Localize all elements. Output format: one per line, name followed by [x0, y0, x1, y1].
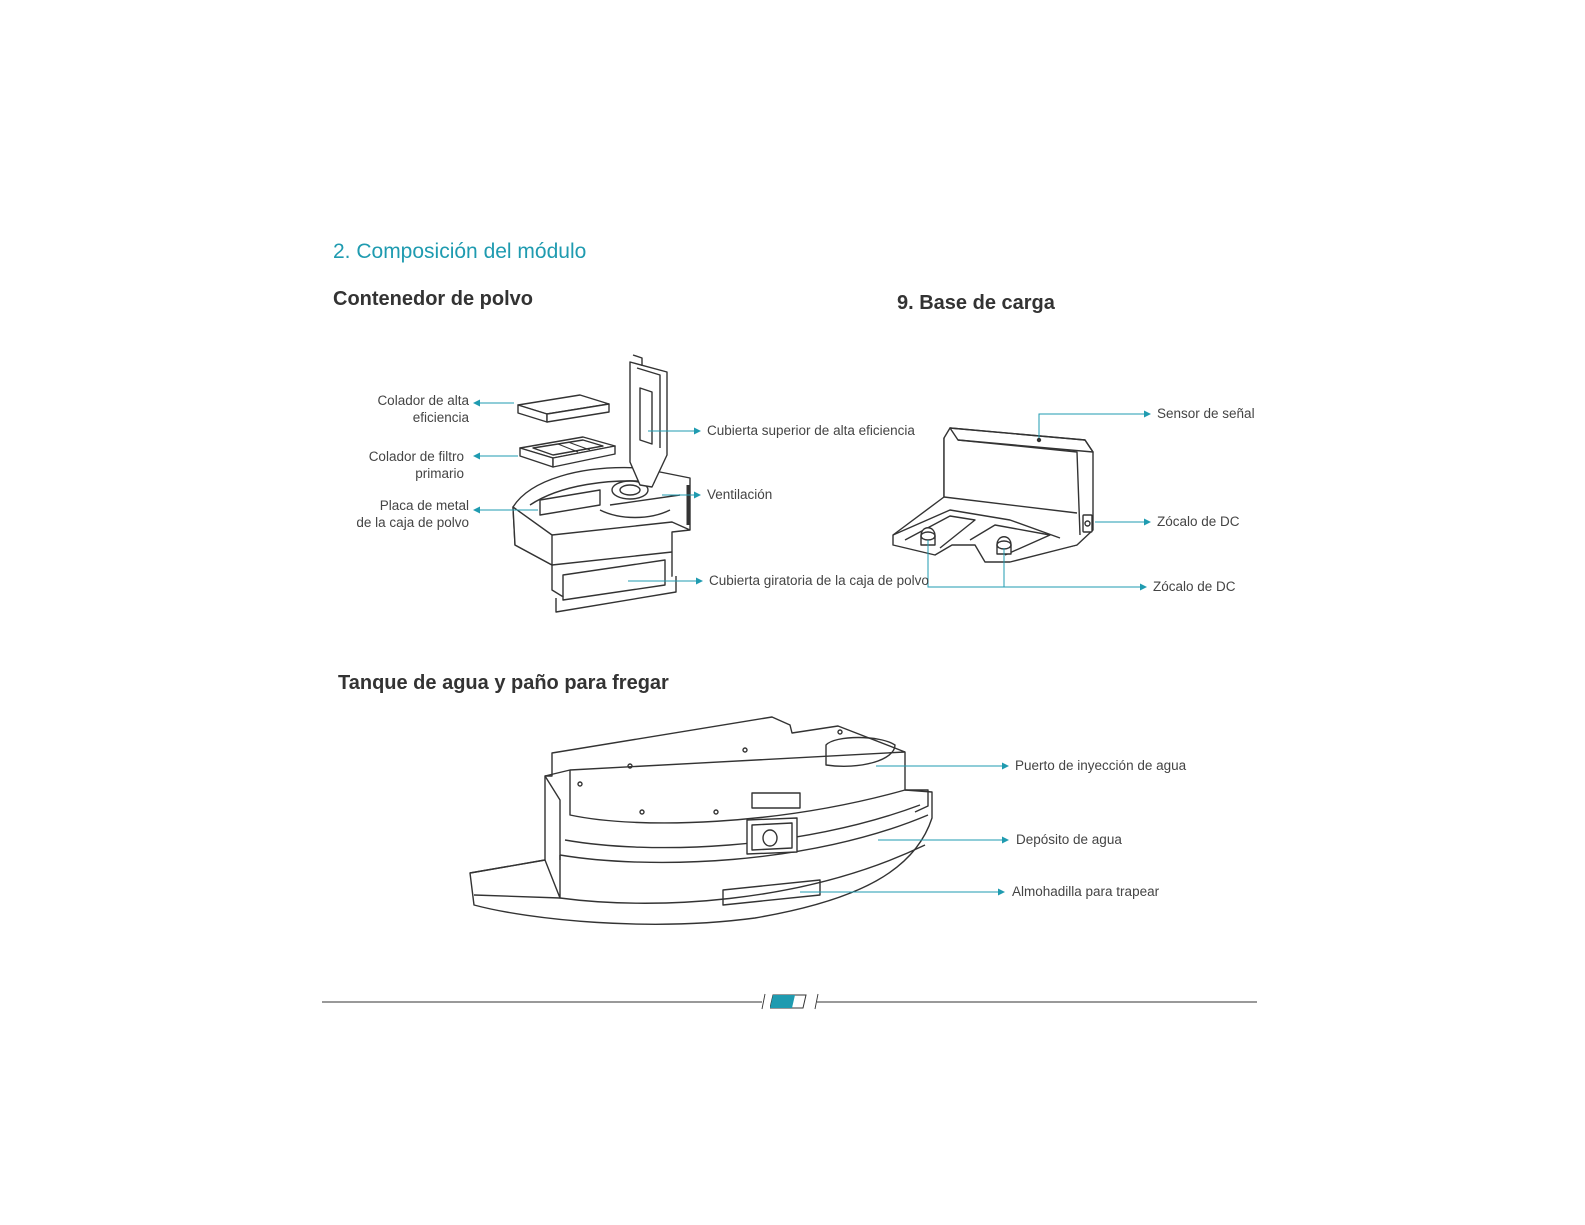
charging-base-illustration	[893, 428, 1093, 562]
label-hepa-filter: Colador de alta eficiencia	[377, 393, 469, 425]
dust-bin-title: Contenedor de polvo	[333, 288, 533, 310]
label-dc-socket-2: Zócalo de DC	[1153, 579, 1236, 594]
charging-base-title: 9. Base de carga	[897, 292, 1055, 314]
label-rotating-cover: Cubierta giratoria de la caja de polvo	[709, 573, 929, 588]
dust-bin-illustration	[513, 355, 690, 612]
label-injection-port: Puerto de inyección de agua	[1015, 758, 1187, 773]
label-mop-pad: Almohadilla para trapear	[1012, 884, 1160, 899]
water-tank-title: Tanque de agua y paño para fregar	[338, 672, 669, 694]
label-dc-socket-1: Zócalo de DC	[1157, 514, 1240, 529]
hepa-filter-drawing	[518, 395, 609, 422]
dust-bin-body	[513, 468, 690, 612]
section-title: 2. Composición del módulo	[333, 240, 587, 263]
primary-filter-drawing	[520, 437, 615, 467]
water-tank-illustration	[470, 717, 932, 924]
top-cover-drawing	[630, 355, 667, 487]
page-badge-icon	[770, 994, 808, 1009]
label-signal-sensor: Sensor de señal	[1157, 406, 1255, 421]
label-top-cover: Cubierta superior de alta eficiencia	[707, 423, 915, 438]
label-reservoir: Depósito de agua	[1016, 832, 1122, 847]
label-metal-plate: Placa de metal de la caja de polvo	[356, 498, 469, 530]
label-vent: Ventilación	[707, 487, 773, 502]
label-primary-filter: Colador de filtro primario	[368, 449, 464, 481]
